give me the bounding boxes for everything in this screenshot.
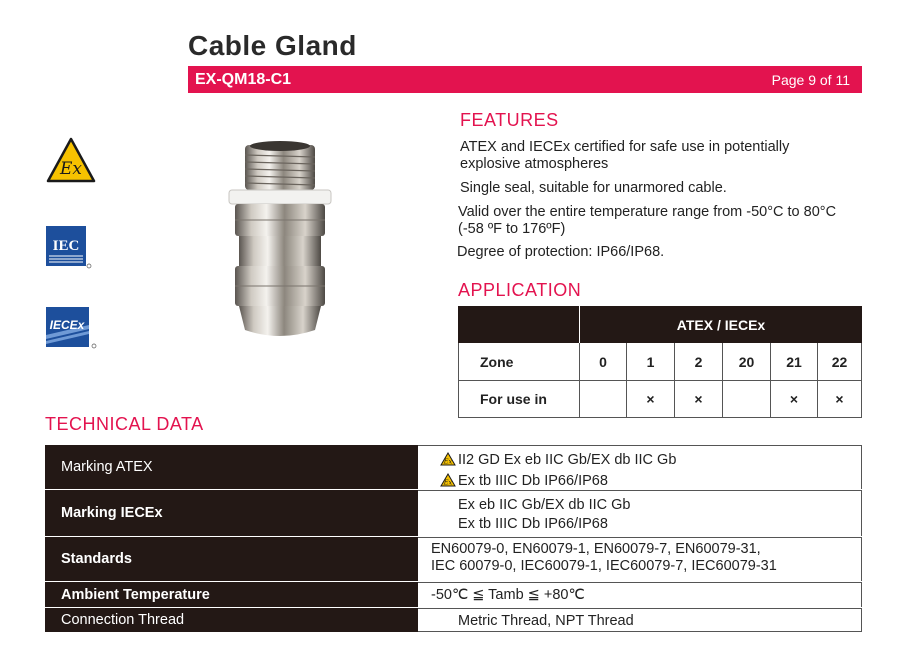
use-label: For use in [458, 381, 580, 418]
use-cell: × [675, 381, 723, 418]
row-label: Connection Thread [45, 608, 418, 632]
zone-cell: 2 [675, 343, 723, 381]
table-row [45, 445, 862, 489]
svg-text:IECEx: IECEx [49, 318, 85, 332]
use-cell [723, 381, 771, 418]
feature-item: Degree of protection: IP66/IP68. [457, 244, 665, 260]
feature-item: Single seal, suitable for unarmored cable. [460, 180, 727, 196]
table-row [45, 490, 862, 536]
svg-text:Ex: Ex [443, 457, 453, 466]
svg-text:Ex: Ex [443, 478, 453, 487]
use-cell: × [818, 381, 862, 418]
page-title: Cable Gland [188, 30, 357, 61]
page-indicator: Page 9 of 11 [771, 72, 850, 88]
table-row [45, 608, 862, 632]
svg-text:IEC: IEC [52, 238, 80, 254]
feature-item: Valid over the entire temperature range from -50°C to 80°C (-58 ºF to 176ºF) [458, 204, 837, 237]
use-cell [580, 381, 627, 418]
zone-cell: 22 [818, 343, 862, 381]
zone-cell: 21 [771, 343, 818, 381]
zone-cell: 0 [580, 343, 627, 381]
application-heading: APPLICATION [458, 280, 582, 300]
iec-logo-icon [46, 226, 92, 275]
row-label: Marking IECEx [45, 490, 418, 536]
cable-gland-image [215, 140, 345, 345]
technical-heading: TECHNICAL DATA [45, 414, 204, 434]
ex-logo-icon [46, 137, 96, 188]
use-cell: × [771, 381, 818, 418]
zone-cell: 20 [723, 343, 771, 381]
application-table [458, 306, 862, 418]
svg-text:Ex: Ex [60, 159, 82, 179]
iecex-logo-icon [46, 307, 98, 356]
zone-label: Zone [458, 343, 580, 381]
model-bar [188, 66, 862, 93]
zone-cell: 1 [627, 343, 675, 381]
row-value: EN60079-0, EN60079-1, EN60079-7, EN60079-31, IEC 60079-0, IEC60079-1, IEC60079-7, IEC60079-31 [418, 537, 862, 581]
use-cell: × [627, 381, 675, 418]
model-number: EX-QM18-C1 [195, 71, 292, 88]
row-label: Ambient Temperature [45, 582, 418, 607]
row-label: Marking ATEX [45, 445, 418, 489]
row-value: -50℃ ≦ Tamb ≦ +80℃ [418, 582, 862, 607]
table-row [45, 582, 862, 607]
row-value: Ex eb IIC Gb/EX db IIC Gb Ex tb IIIC Db IP66/IP68 [418, 490, 862, 536]
row-value: Ex II2 GD Ex eb IIC Gb/EX db IIC Gb Ex Ex tb IIIC Db IP66/IP68 [418, 445, 862, 489]
row-value: Metric Thread, NPT Thread [418, 608, 862, 632]
row-label: Standards [45, 537, 418, 581]
feature-item: ATEX and IECEx certified for safe use in potentially explosive atmospheres [460, 139, 790, 172]
ex-mini-icon [440, 452, 456, 472]
features-heading: FEATURES [460, 110, 559, 130]
table-row [45, 537, 862, 581]
table-corner [458, 306, 580, 343]
atex-iecex-header: ATEX / IECEx [580, 306, 862, 343]
